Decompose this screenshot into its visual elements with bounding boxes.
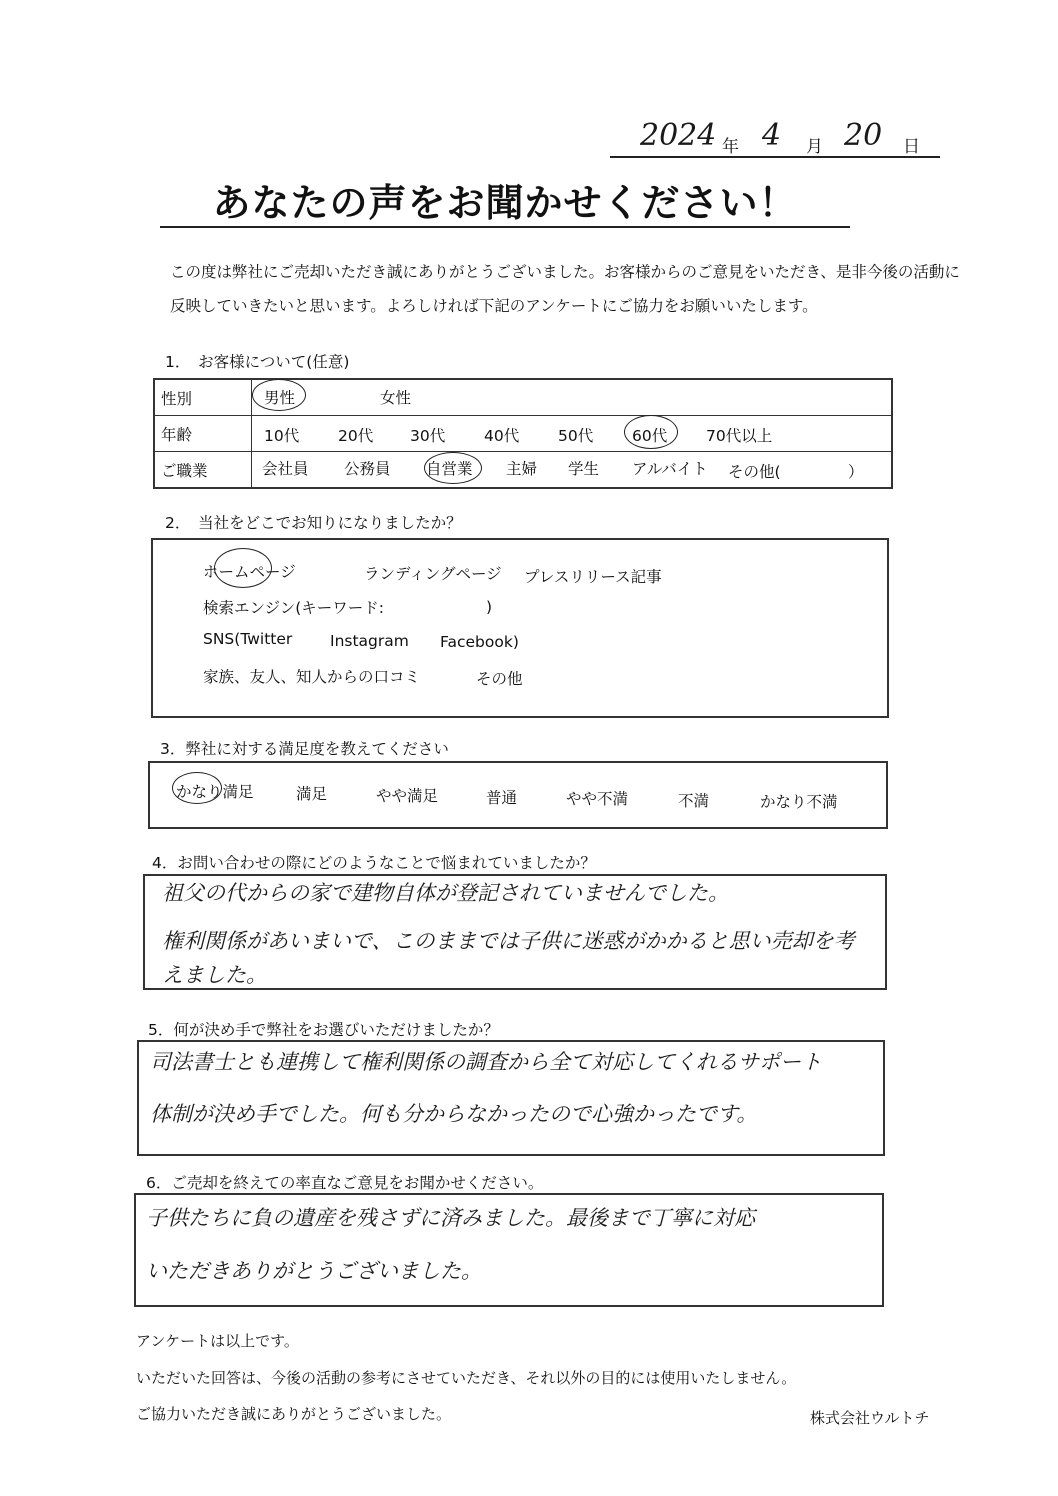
age-option-20s[interactable]: 20代 [338, 427, 374, 445]
selected-mark-circle [624, 415, 678, 449]
satisfaction-satisfied[interactable]: 満足 [296, 785, 328, 803]
title-underline [160, 226, 850, 228]
job-option-other-close: ） [848, 463, 864, 481]
footer-thanks: ご協力いただき誠にありがとうございました。 [136, 1405, 452, 1423]
source-option-search-engine[interactable]: 検索エンジン(キーワード: [203, 599, 384, 617]
source-option-press-release[interactable]: プレスリリース記事 [524, 568, 662, 586]
job-label: ご職業 [154, 452, 252, 489]
job-option-civil-servant[interactable]: 公務員 [344, 460, 391, 478]
selected-mark-circle [172, 772, 222, 804]
date-month-unit: 月 [806, 137, 823, 157]
intro-line-1: この度は弊社にご売却いただき誠にありがとうございました。お客様からのご意見をいただき、是非今後の活動に [170, 263, 960, 281]
job-option-part-time[interactable]: アルバイト [632, 460, 708, 478]
job-option-student[interactable]: 学生 [568, 460, 600, 478]
intro-line-2: 反映していきたいと思います。よろしければ下記のアンケートにご協力をお願いいたします。 [170, 297, 818, 315]
source-option-sns-twitter[interactable]: SNS(Twitter [203, 630, 293, 648]
date-month: 4 [762, 118, 782, 153]
selected-mark-circle [214, 548, 272, 588]
q6-answer-line-1: 子供たちに負の遺産を残さずに済みました。最後まで丁寧に対応 [146, 1206, 755, 1230]
job-option-homemaker[interactable]: 主婦 [506, 460, 538, 478]
age-option-30s[interactable]: 30代 [410, 427, 446, 445]
date-year: 2024 [640, 118, 717, 153]
q5-heading: 5．何が決め手で弊社をお選びいただけましたか？ [148, 1021, 499, 1039]
job-option-employee[interactable]: 会社員 [262, 460, 309, 478]
satisfaction-dissatisfied[interactable]: 不満 [678, 792, 710, 810]
age-option-60s[interactable]: 60代 [632, 427, 668, 445]
date-underline [610, 156, 940, 158]
search-keyword-close: ) [486, 598, 493, 616]
gender-option-male[interactable]: 男性 [264, 389, 296, 407]
q4-answer-line-1: 祖父の代からの家で建物自体が登記されていませんでした。 [162, 881, 729, 905]
date-day-unit: 日 [903, 137, 920, 157]
gender-option-female[interactable]: 女性 [380, 389, 412, 407]
selected-mark-circle [424, 452, 482, 484]
source-option-other[interactable]: その他 [476, 670, 523, 688]
q3-heading: 3．弊社に対する満足度を教えてください [160, 740, 449, 758]
selected-mark-circle [252, 379, 306, 411]
page-title: あなたの声をお聞かせください！ [212, 181, 798, 225]
age-label: 年齢 [154, 416, 252, 452]
footer-privacy-note: いただいた回答は、今後の活動の参考にさせていただき、それ以外の目的には使用いたしません。 [136, 1369, 797, 1387]
gender-label: 性別 [154, 379, 252, 416]
q4-answer-line-2: 権利関係があいまいで、このままでは子供に迷惑がかかると思い売却を考えました。 [162, 929, 855, 987]
gender-options-cell [252, 379, 893, 416]
date-year-unit: 年 [722, 137, 739, 157]
q2-heading: 2． 当社をどこでお知りになりましたか？ [165, 514, 462, 532]
company-name: 株式会社ウルトチ [810, 1409, 930, 1427]
q5-answer-line-2: 体制が決め手でした。何も分からなかったので心強かったです。 [150, 1102, 758, 1126]
satisfaction-somewhat-satisfied[interactable]: やや満足 [376, 787, 439, 805]
age-option-10s[interactable]: 10代 [264, 427, 300, 445]
q1-heading: 1． お客様について(任意) [165, 353, 350, 371]
source-option-homepage[interactable]: ホームページ [203, 563, 296, 581]
source-option-facebook[interactable]: Facebook) [440, 633, 519, 651]
job-option-other[interactable]: その他( [728, 463, 781, 481]
age-option-50s[interactable]: 50代 [558, 427, 594, 445]
date-day: 20 [844, 118, 883, 153]
job-option-self-employed[interactable]: 自営業 [426, 460, 473, 478]
satisfaction-neutral[interactable]: 普通 [486, 789, 518, 807]
age-option-40s[interactable]: 40代 [484, 427, 520, 445]
q6-answer-line-2: いただきありがとうございました。 [146, 1259, 482, 1283]
source-option-instagram[interactable]: Instagram [330, 632, 409, 650]
source-option-landing-page[interactable]: ランディングページ [364, 565, 502, 583]
source-option-word-of-mouth[interactable]: 家族、友人、知人からの口コミ [203, 668, 421, 686]
satisfaction-very-satisfied[interactable]: かなり満足 [176, 783, 254, 801]
satisfaction-very-dissatisfied[interactable]: かなり不満 [760, 793, 838, 811]
q5-answer-line-1: 司法書士とも連携して権利関係の調査から全て対応してくれるサポート [150, 1050, 822, 1074]
footer-closing: アンケートは以上です。 [136, 1332, 299, 1350]
q6-heading: 6．ご売却を終えての率直なご意見をお聞かせください。 [146, 1174, 544, 1192]
age-option-70s-plus[interactable]: 70代以上 [706, 427, 773, 445]
satisfaction-somewhat-dissatisfied[interactable]: やや不満 [566, 790, 629, 808]
q4-heading: 4．お問い合わせの際にどのようなことで悩まれていましたか？ [152, 854, 596, 872]
